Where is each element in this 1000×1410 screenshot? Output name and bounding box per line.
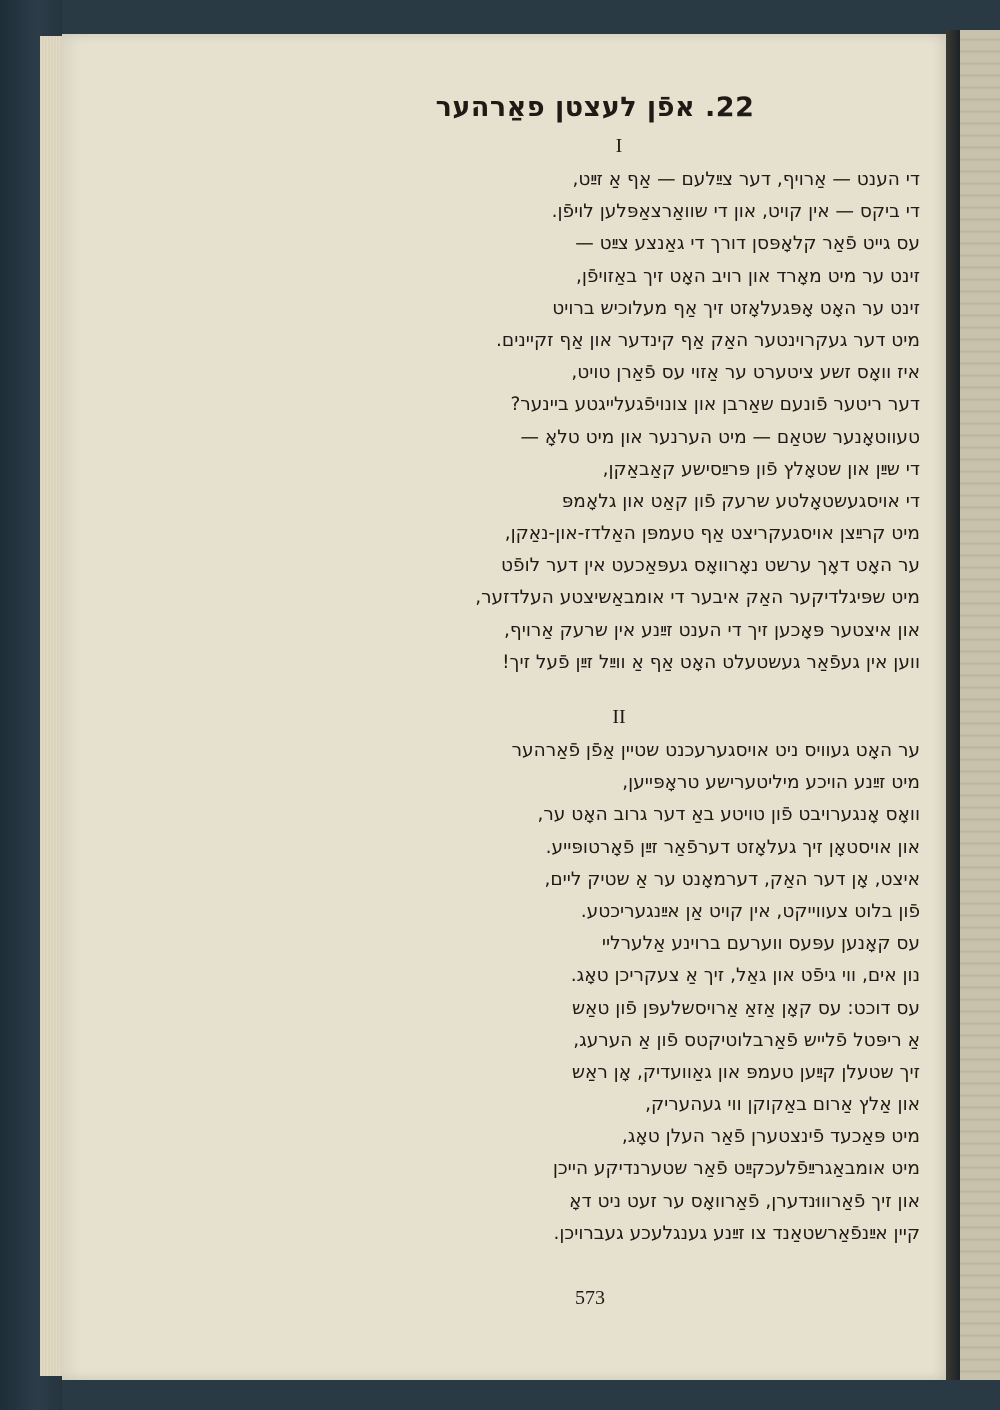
verse-line: מיט קרײַצן אויסגעקריצט אַף טעמפּן האַלדז-און-נאַקן, xyxy=(504,523,920,545)
poem-text-block xyxy=(330,88,920,1250)
section-one-stanza xyxy=(330,164,920,679)
verse-line: די אויסגעשטאָלטע שרעק פֿון קאַט און גלאָמפּ xyxy=(561,490,920,512)
verse-line: ער האָט געוויס ניט אויסגערעכנט שטיין אַפֿן פֿאַרהער xyxy=(511,740,920,761)
verse-line: מיט שפּיגלדיקער האַק איבער די אומבאַשיצטע העלדזער, xyxy=(475,587,920,609)
verse-line: עס קאָנען עפּעס ווערעם ברוינע אַלערליי xyxy=(601,933,920,955)
verse-line: די שײַן און שטאָלץ פֿון פּרײַסישע קאַבאַקן, xyxy=(602,458,920,480)
facing-page-edge xyxy=(960,30,1000,1380)
verse-line: זינט ער מיט מאָרד און רויב האָט זיך באַזויפֿן, xyxy=(576,265,920,287)
verse-line: זינט ער האָט אָפּגעלאָזט זיך אַף מעלוכיש ברויט xyxy=(552,297,920,319)
section-number-two: II xyxy=(612,706,626,728)
verse-line: קיין אײַנפֿאַרשטאַנד צו זײַנע גענגלעכע געברויכן. xyxy=(553,1222,920,1244)
verse-line: עס גייט פֿאַר קלאָפּסן דורך די גאַנצע צײַט — xyxy=(575,233,920,255)
verse-line: אַ ריפּטל פֿלייש פֿאַרבלוטיקטס פֿון אַ הערעג, xyxy=(573,1029,920,1051)
verse-line: טעווטאָנער שטאַם — מיט הערנער און מיט טלאָ — xyxy=(520,426,920,448)
verse-line: מיט דער געקרוינטער האַק אַף קינדער און אַף זקיינים. xyxy=(496,329,920,351)
verse-line: וואָס אָנגערויבט פֿון טויטע באַ דער גרוב האָט ער, xyxy=(537,804,920,826)
page-number: 573 xyxy=(575,1287,605,1309)
verse-line: נון אים, ווי גיפֿט און גאַל, זיך אַ צעקריכן טאָג. xyxy=(570,965,920,987)
verse-line: און אויסטאָן זיך געלאָזט דערפֿאַר זײַן פֿאָרטופּייע. xyxy=(545,836,920,858)
book-gutter xyxy=(946,30,960,1380)
verse-line: די ביקס — אין קויט, און די שוואַרצאַפּלען לויפֿן. xyxy=(551,201,920,223)
verse-line: און איצטער פּאָכען זיך די הענט זײַנע אין שרעק אַרויף, xyxy=(504,619,920,641)
verse-line: מיט זײַנע הויכע מיליטערישע טראָפּייען, xyxy=(622,772,920,794)
verse-line: פֿון בלוט צעווייקט, אין קויט אַן אײַנגעריכטע. xyxy=(580,900,920,922)
verse-line: מיט פּאַכעד פֿינצטערן פֿאַר העלן טאָג, xyxy=(621,1126,920,1148)
section-gap xyxy=(330,679,920,699)
verse-line: איצט, אָן דער האַק, דערמאָנט ער אַ שטיק ליים, xyxy=(544,868,920,890)
verse-line: ווען אין געפֿאַר געשטעלט האָט אַף אַ ווײַל זײַן פֿעל זיך! xyxy=(502,651,920,673)
verse-line: עס דוכט: עס קאָן אַזאַ אַרויסשלעפּן פֿון טאַש xyxy=(571,997,920,1019)
section-two-stanza xyxy=(330,735,920,1250)
verse-line: איז וואָס זשע ציטערט ער אַזוי עס פֿאַרן טויט, xyxy=(571,362,920,384)
verse-line: ער האָט דאָך ערשט נאָרוואָס געפּאַכעט אין דער לופֿט xyxy=(501,555,920,577)
verse-line: און אַלץ אַרום באַקוקן ווי געהעריק, xyxy=(645,1094,920,1116)
verse-line: און זיך פֿאַרוווּנדערן, פֿאַרוואָס ער זעט ניט דאָ xyxy=(569,1190,920,1212)
verse-line: דער ריטער פֿונעם שאַרבן און צונויפֿגעלייגטע ביינער? xyxy=(510,394,920,416)
poem-title: 22. אפֿן לעצטן פאַרהער xyxy=(435,92,755,123)
verse-line: מיט אומבאַגרײַפֿלעכקײַט פֿאַר שטערנדיקע הייכן xyxy=(552,1158,920,1180)
section-number-one: I xyxy=(615,135,623,157)
verse-line: זיך שטעלן קײַען טעמפּ און גאַוועדיק, אָן ראַש xyxy=(571,1061,920,1083)
verse-line: די הענט — אַרויף, דער צײַלעם — אַף אַ זײַט, xyxy=(572,169,920,190)
